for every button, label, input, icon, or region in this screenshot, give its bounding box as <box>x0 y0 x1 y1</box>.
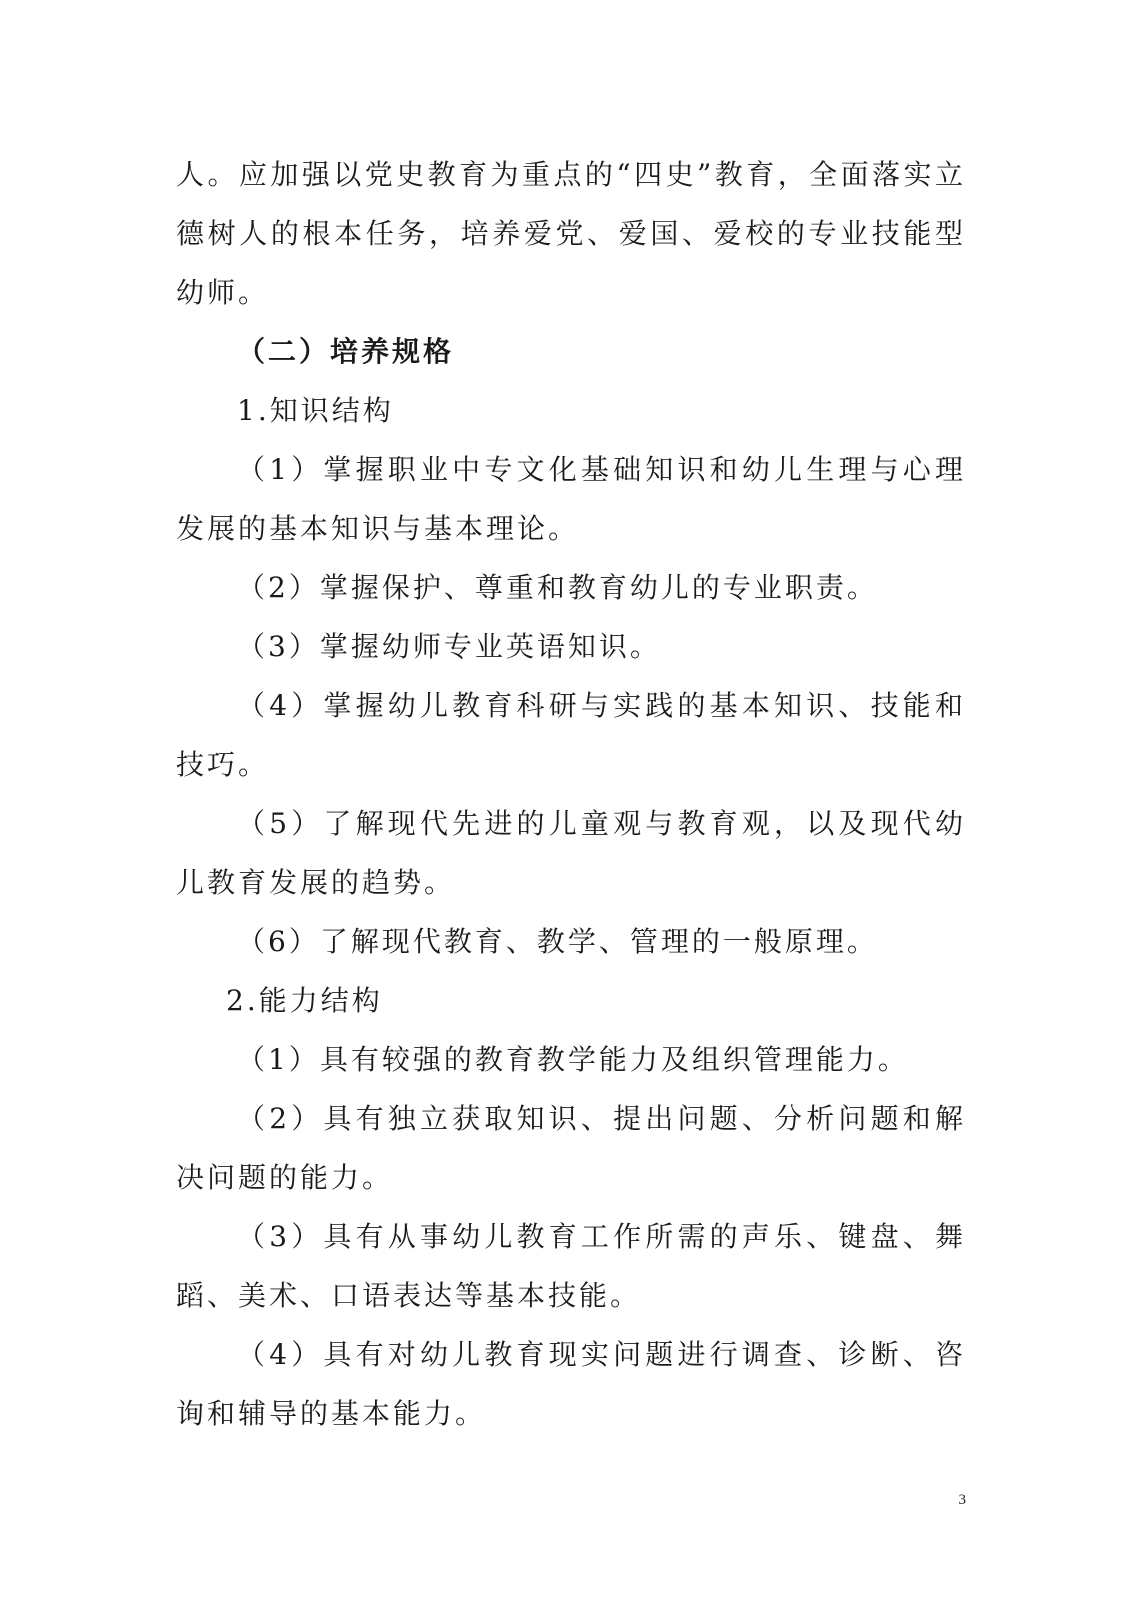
knowledge-item-3: （3）掌握幼师专业英语知识。 <box>237 630 661 663</box>
knowledge-item-4: （4）掌握幼儿教育科研与实践的基本知识、技能和技巧。 <box>176 689 966 781</box>
knowledge-item-5: （5）了解现代先进的儿童观与教育观，以及现代幼儿教育发展的趋势。 <box>176 807 966 899</box>
page-body <box>176 145 966 1443</box>
page-number: 3 <box>958 1492 966 1508</box>
section-heading-training-spec: （二）培养规格 <box>237 335 455 368</box>
subheading-knowledge-structure: 1.知识结构 <box>237 394 394 427</box>
ability-item-3: （3）具有从事幼儿教育工作所需的声乐、键盘、舞蹈、美术、口语表达等基本技能。 <box>176 1220 966 1312</box>
paragraph-continuation: 人。应加强以党史教育为重点的“四史”教育，全面落实立德树人的根本任务，培养爱党、爱国、爱校的专业技能型幼师。 <box>176 158 966 309</box>
ability-item-1: （1）具有较强的教育教学能力及组织管理能力。 <box>237 1043 909 1076</box>
ability-item-4: （4）具有对幼儿教育现实问题进行调查、诊断、咨询和辅导的基本能力。 <box>176 1338 966 1430</box>
knowledge-item-1: （1）掌握职业中专文化基础知识和幼儿生理与心理发展的基本知识与基本理论。 <box>176 453 966 545</box>
knowledge-item-2: （2）掌握保护、尊重和教育幼儿的专业职责。 <box>237 571 878 604</box>
knowledge-item-6: （6）了解现代教育、教学、管理的一般原理。 <box>237 925 878 958</box>
subheading-ability-structure: 2.能力结构 <box>226 984 383 1017</box>
ability-item-2: （2）具有独立获取知识、提出问题、分析问题和解决问题的能力。 <box>176 1102 966 1194</box>
